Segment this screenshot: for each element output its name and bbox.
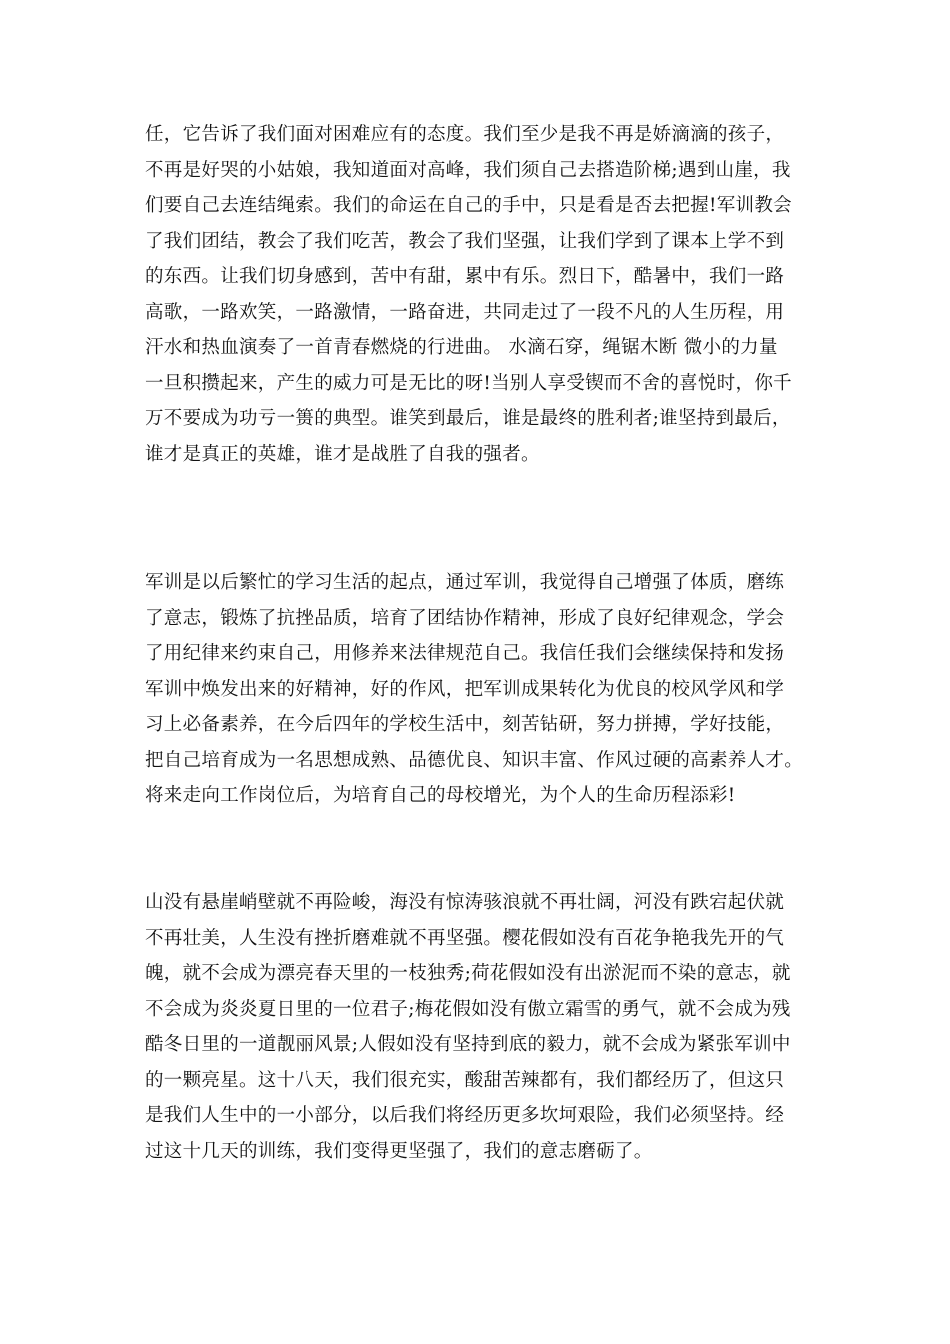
text-line: 不会成为炎炎夏日里的一位君子;梅花假如没有傲立霜雪的勇气，就不会成为残 <box>145 998 791 1020</box>
text-line: 高歌，一路欢笑，一路激情，一路奋进，共同走过了一段不凡的人生历程，用 <box>145 301 785 323</box>
text-line: 山没有悬崖峭壁就不再险峻，海没有惊涛骇浪就不再壮阔，河没有跌宕起伏就 <box>145 892 785 913</box>
text-line: 了意志，锻炼了抗挫品质，培育了团结协作精神，形成了良好纪律观念，学会 <box>145 607 785 629</box>
text-line: 习上必备素养，在今后四年的学校生活中，刻苦钻研，努力拼搏，学好技能， <box>145 714 785 735</box>
text-line: 不再是好哭的小姑娘，我知道面对高峰，我们须自己去搭造阶梯;遇到山崖，我 <box>145 159 791 181</box>
text-line: 谁才是真正的英雄，谁才是战胜了自我的强者。 <box>145 443 540 465</box>
paragraph-3 <box>145 885 810 1169</box>
text-line: 军训中焕发出来的好精神，好的作风，把军训成果转化为优良的校风学风和学 <box>145 678 785 700</box>
text-line: 的一颗亮星。这十八天，我们很充实，酸甜苦辣都有，我们都经历了，但这只 <box>145 1069 785 1091</box>
paragraph-2 <box>145 565 810 814</box>
text-line: 一旦积攒起来，产生的威力可是无比的呀!当别人享受锲而不舍的喜悦时，你千 <box>145 372 792 394</box>
text-line: 汗水和热血演奏了一首青春燃烧的行进曲。 水滴石穿，绳锯木断 微小的力量 <box>145 337 778 358</box>
text-line: 不再壮美，人生没有挫折磨难就不再坚强。樱花假如没有百花争艳我先开的气 <box>145 927 785 949</box>
text-line: 们要自己去连结绳索。我们的命运在自己的手中，只是看是否去把握!军训教会 <box>145 195 792 216</box>
text-line: 军训是以后繁忙的学习生活的起点，通过军训，我觉得自己增强了体质，磨练 <box>145 572 785 593</box>
paragraph-1 <box>145 117 810 472</box>
text-line: 万不要成为功亏一篑的典型。谁笑到最后，谁是最终的胜利者;谁坚持到最后， <box>145 408 791 429</box>
text-line: 过这十几天的训练，我们变得更坚强了，我们的意志磨砺了。 <box>145 1140 653 1162</box>
text-line: 了用纪律来约束自己，用修养来法律规范自己。我信任我们会继续保持和发扬 <box>145 643 785 664</box>
text-line: 把自己培育成为一名思想成熟、品德优良、知识丰富、作风过硬的高素养人才。 <box>145 749 804 771</box>
text-line: 了我们团结，教会了我们吃苦，教会了我们坚强，让我们学到了课本上学不到 <box>145 230 785 252</box>
text-line: 的东西。让我们切身感到，苦中有甜，累中有乐。烈日下，酷暑中，我们一路 <box>145 266 785 287</box>
text-line: 任，它告诉了我们面对困难应有的态度。我们至少是我不再是娇滴滴的孩子， <box>145 124 785 145</box>
text-line: 将来走向工作岗位后，为培育自己的母校增光，为个人的生命历程添彩! <box>145 785 736 806</box>
text-line: 是我们人生中的一小部分，以后我们将经历更多坎坷艰险，我们必须坚持。经 <box>145 1105 785 1126</box>
text-line: 魄，就不会成为漂亮春天里的一枝独秀;荷花假如没有出淤泥而不染的意志，就 <box>145 963 791 984</box>
text-line: 酷冬日里的一道靓丽风景;人假如没有坚持到底的毅力，就不会成为紧张军训中 <box>145 1034 791 1055</box>
